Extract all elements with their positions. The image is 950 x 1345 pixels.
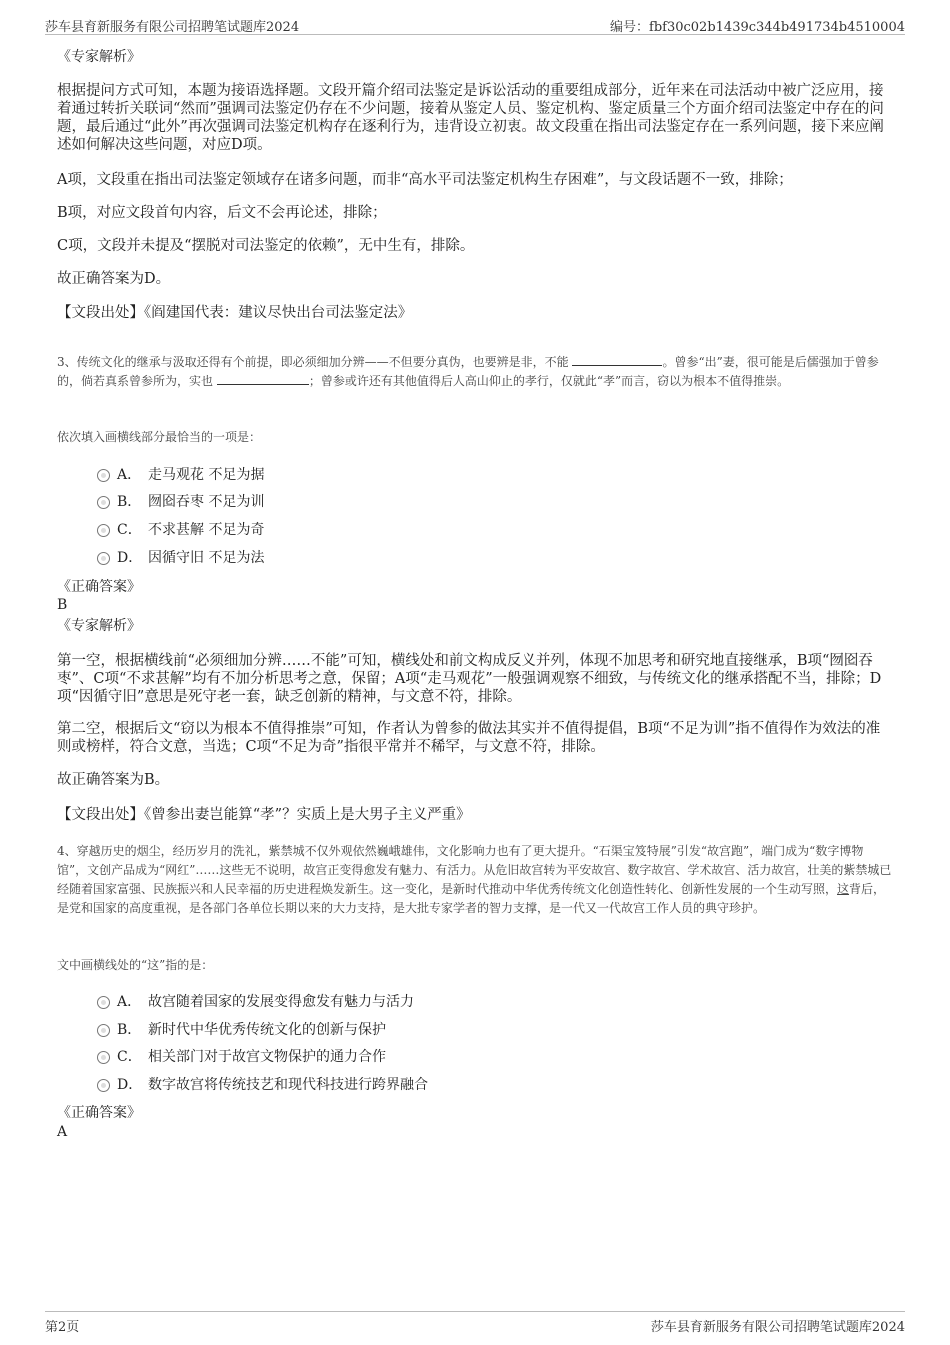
header-code: 编号：fbf30c02b1439c344b491734b4510004 [610, 20, 905, 35]
q4-prompt: 文中画横线处的“这”指的是： [57, 958, 214, 972]
q3-stem [57, 353, 893, 391]
q3-answer-label: 《正确答案》 [57, 579, 141, 595]
header-title: 莎车县育新服务有限公司招聘笔试题库2024 [45, 20, 300, 35]
option-letter: A． [117, 994, 142, 1010]
q3-blank-2 [217, 372, 309, 385]
option-text: 不求甚解 不足为奇 [148, 522, 265, 538]
option-text: 数字故宫将传统技艺和现代科技进行跨界融合 [148, 1077, 428, 1093]
q3-source: 【文段出处】《曾参出妻岂能算“孝”？实质上是大男子主义严重》 [57, 807, 471, 823]
q3-analysis-p1: 第一空，根据横线前“必须细加分辨……不能”可知，横线处和前文构成反义并列，体现不加思考和研究地直接继承，B项“囫囵吞枣”、C项“不求甚解”均有不加分析思考之意，保留；A项“走马观花”一般强调观察不细致，与传统文化的继承搭配不当，排除；D项“因循守旧”意思是死守老一套，缺乏创新的精神，与文意不符，排除。 [57, 653, 882, 705]
q4-stem-part-b: 背后，是党和国家的高度重视，是各部门各单位长期以来的大力支持，是大批专家学者的智力支撑，是一代又一代故宫工作人员的典守珍护。 [57, 882, 886, 915]
option-letter: A． [117, 467, 142, 483]
option-letter: B． [117, 494, 142, 510]
q4-answer: A [57, 1124, 68, 1140]
option-text: 走马观花 不足为据 [148, 467, 265, 483]
q3-blank-1 [572, 353, 662, 366]
q4-stem [57, 842, 893, 918]
q2-source: 【文段出处】《阎建国代表：建议尽快出台司法鉴定法》 [57, 305, 413, 321]
option-letter: B． [117, 1022, 142, 1038]
q3-stem-part-c: ；曾参或许还有其他值得后人高山仰止的孝行，仅就此“孝”而言，窃以为根本不值得推崇。 [308, 374, 790, 388]
option-text: 新时代中华优秀传统文化的创新与保护 [148, 1022, 386, 1038]
option-text: 相关部门对于故宫文物保护的通力合作 [148, 1049, 386, 1065]
q2-analysis-c: C项，文段并未提及“摆脱对司法鉴定的依赖”，无中生有，排除。 [57, 238, 475, 254]
q2-analysis-label: 《专家解析》 [57, 49, 141, 65]
q2-conclusion: 故正确答案为D。 [57, 271, 171, 287]
q3-analysis-label: 《专家解析》 [57, 618, 141, 634]
q4-answer-label: 《正确答案》 [57, 1105, 141, 1121]
radio-icon[interactable] [97, 524, 110, 537]
option-text: 故宫随着国家的发展变得愈发有魅力与活力 [148, 994, 414, 1010]
radio-icon[interactable] [97, 1051, 110, 1064]
q3-stem-part-a: 3、传统文化的继承与汲取还得有个前提，即必须细加分辨——不但要分真伪，也要辨是非，不能 [57, 355, 569, 369]
q4-stem-part-a: 4、穿越历史的烟尘，经历岁月的洗礼，紫禁城不仅外观依然巍峨雄伟，文化影响力也有了更大提升。“石渠宝笈特展”引发“故宫跑”，端门成为“数字博物馆”，文创产品成为“网红”……这些无不说明，故宫正变得愈发有魅力、有活力。从危旧故宫转为平安故宫、数字故宫、学术故宫、活力故宫，壮美的紫禁城已经随着国家富强、民族振兴和人民幸福的历史进程焕发新生。这一变化，是新时代推动中华优秀传统文化创造性转化、创新性发展的一个生动写照， [57, 844, 892, 896]
radio-icon[interactable] [97, 1024, 110, 1037]
option-letter: D． [117, 550, 143, 566]
radio-icon[interactable] [97, 1079, 110, 1092]
q3-stem-part-b: 。曾参“出”妻，很可能是后儒强加于曾参的，倘若真系曾参所为，实也 [57, 355, 879, 388]
page-header [45, 12, 905, 35]
option-letter: D． [117, 1077, 143, 1093]
q2-analysis-p1: 根据提问方式可知，本题为接语选择题。文段开篇介绍司法鉴定是诉讼活动的重要组成部分，近年来在司法活动中被广泛应用，接着通过转折关联词“然而”强调司法鉴定仍存在不少问题，接着从鉴定人员、鉴定机构、鉴定质量三个方面介绍司法鉴定中存在的问题，最后通过“此外”再次强调司法鉴定机构存在逐利行为，违背设立初衷。故文段重在指出司法鉴定存在一系列问题，接下来应阐述如何解决这些问题，对应D项。 [57, 83, 884, 153]
option-text: 囫囵吞枣 不足为训 [148, 494, 265, 510]
footer-title: 莎车县育新服务有限公司招聘笔试题库2024 [650, 1320, 905, 1335]
radio-icon[interactable] [97, 552, 110, 565]
q3-answer: B [57, 597, 68, 613]
option-letter: C． [117, 1049, 142, 1065]
q2-analysis-b: B项，对应文段首句内容，后文不会再论述，排除； [57, 205, 387, 221]
footer-page-number: 第2页 [45, 1320, 80, 1335]
option-letter: C． [117, 522, 142, 538]
radio-icon[interactable] [97, 496, 110, 509]
q4-underlined-word: 这 [837, 882, 850, 896]
radio-icon[interactable] [97, 996, 110, 1009]
page-footer [45, 1311, 905, 1336]
q3-conclusion: 故正确答案为B。 [57, 772, 170, 788]
q2-analysis-a: A项，文段重在指出司法鉴定领域存在诸多问题，而非“高水平司法鉴定机构生存困难”，与文段话题不一致，排除； [57, 172, 793, 188]
q3-prompt: 依次填入画横线部分最恰当的一项是： [57, 430, 262, 444]
option-text: 因循守旧 不足为法 [148, 550, 265, 566]
q3-analysis-p2: 第二空，根据后文“窃以为根本不值得推崇”可知，作者认为曾参的做法其实并不值得提倡，B项“不足为训”指不值得作为效法的准则或榜样，符合文意，当选；C项“不足为奇”指很平常并不稀罕，与文意不符，排除。 [57, 721, 881, 755]
radio-icon[interactable] [97, 469, 110, 482]
